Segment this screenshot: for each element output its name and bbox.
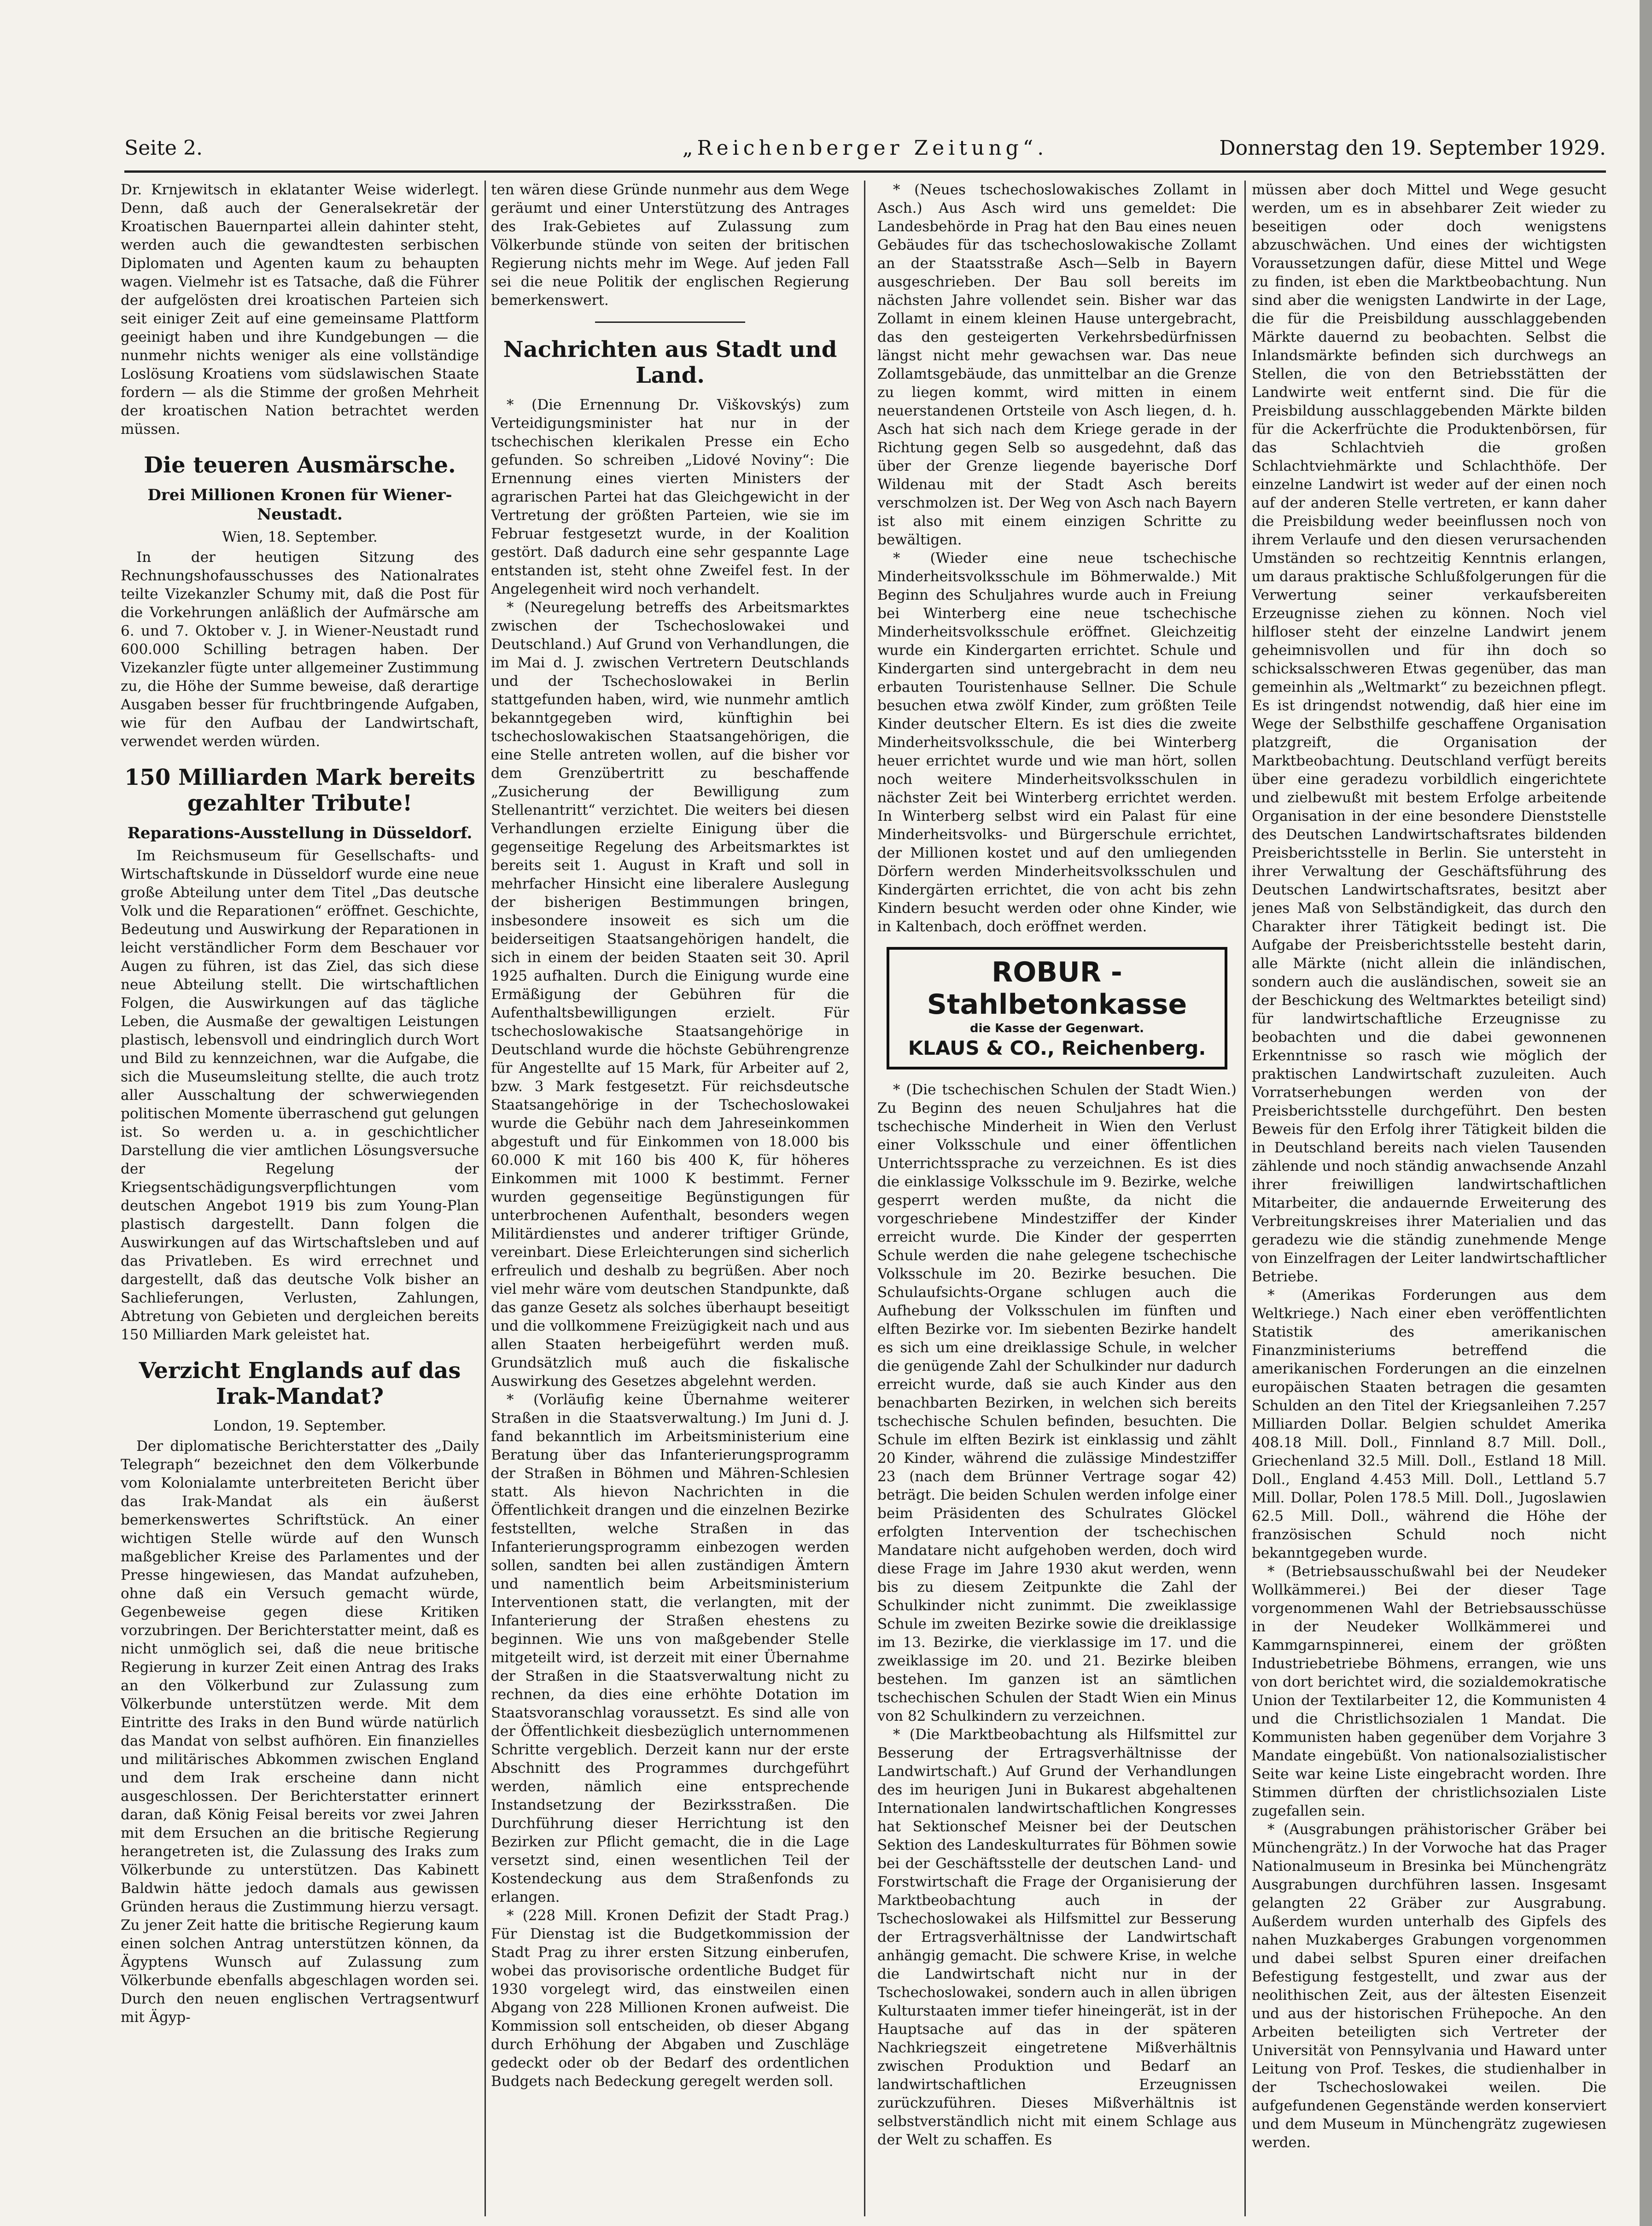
page-header bbox=[124, 134, 1606, 166]
issue-date: Donnerstag den 19. September 1929. bbox=[1219, 136, 1606, 160]
news-item: * (Neues tschechoslowakisches Zollamt in Asch.) Aus Asch wird uns gemeldet: Die Landesbehörde in Prag hat den Bau eines neuen Gebäudes für das tschechoslowakische Zollamt an der Staatsstraße Asch—Selb in Bayern ausgeschrieben. Der Bau soll bereits im nächsten Jahre vollendet sein. Bisher war das Zollamt in einem kleinen Hause untergebracht, das den gesteigerten Verkehrsbedürfnissen längst nicht mehr gewachsen war. Das neue Zollamtsgebäude, das unmittelbar an die Grenze zu liegen kommt, wird mitten in einem neuerstandenen Ortsteile von Asch liegen, d. h. Asch hat sich nach dem Kriege gerade in der Richtung gegen Selb so ausgedehnt, daß das über der Grenze liegende bayerische Dorf Wildenau mit der Stadt Asch bereits verschmolzen ist. Der Weg von Asch nach Bayern ist also mit einem einzigen Schritte zu bewältigen. bbox=[877, 181, 1237, 548]
page-edge bbox=[1640, 0, 1652, 2226]
news-item: * (Vorläufig keine Übernahme weiterer Straßen in die Staatsverwaltung.) Im Juni d. J. fand bekanntlich im Arbeitsministerium eine Beratung über das Infanterierungsprogramm der Straßen in Böhmen und Mähren-Schlesien statt. Als hievon Nachrichten in die Öffentlichkeit drangen und die einzelnen Bezirke feststellten, welche Straßen in das Infanterierungsprogramm einbezogen werden sollen, sandten bei allen zuständigen Ämtern und namentlich beim Arbeitsministerium Interventionen statt, die verlangten, mit der Infanterierung der Straßen ehestens zu beginnen. Wie uns von maßgebender Stelle mitgeteilt wird, ist derzeit mit einer Übernahme der Straßen in die Staatsverwaltung nicht zu rechnen, da dies eine erhöhte Dotation im Staatsvoranschlag voraussetzt. Es sind alle von der Öffentlichkeit diesbezüglich unternommenen Schritte vergeblich. Derzeit kann nur der erste Abschnitt des Programmes durchgeführt werden, nämlich eine entsprechende Instandsetzung der Bezirksstraßen. Die Durchführung dieser Herrichtung ist den Bezirken zur Pflicht gemacht, die in die Lage versetzt sind, einen wesentlichen Teil der Kostendeckung aus dem Straßenfonds zu erlangen. bbox=[491, 1391, 849, 1905]
column-divider bbox=[485, 181, 486, 2216]
news-item: * (Amerikas Forderungen aus dem Weltkriege.) Nach einer eben veröffentlichten Statistik des amerikanischen Finanzministeriums betreffend die amerikanischen Forderungen an die einzelnen europäischen Staaten betragen die gesamten Schulden an den Titel der Kriegsanleihen 7.257 Milliarden Dollar. Belgien schuldet Amerika 408.18 Mill. Doll., Finnland 8.7 Mill. Doll., Griechenland 32.5 Mill. Doll., Estland 18 Mill. Doll., England 4.453 Mill. Doll., Lettland 5.7 Mill. Dollar, Polen 178.5 Mill. Doll., Jugoslawien 62.5 Mill. Doll., während die Höhe der französischen Schuld noch nicht bekanntgegeben wurde. bbox=[1252, 1287, 1606, 1561]
news-item: * (Betriebsausschußwahl bei der Neudeker Wollkämmerei.) Bei der dieser Tage vorgenommenen Wahl der Betriebsausschüsse in der Neudeker Wollkämmerei und Kammgarnspinnerei, einem der größten Industriebetriebe Böhmens, errangen, wie uns von dort berichtet wird, die sozialdemokratische Union der Textilarbeiter 12, die Kommunisten 4 und die Christlichsozialen 1 Mandat. Die Kommunisten haben gegenüber dem Vorjahre 3 Mandate eingebüßt. Von nationalsozialistischer Seite war keine Liste eingebracht worden. Ihre Stimmen dürften der christlichsozialen Liste zugefallen sein. bbox=[1252, 1563, 1606, 1819]
section-rule bbox=[595, 321, 746, 323]
article-body: Der diplomatische Berichterstatter des „Daily Telegraph“ bezeichnet den dem Völkerbunde vom Kolonialamte unterbreiteten Bericht über das Irak-Mandat als ein äußerst bemerkenswertes Schriftstück. An einer wichtigen Stelle würde auf den Wunsch maßgeblicher Kreise des Parlamentes und der Presse hingewiesen, das Mandat aufzuheben, ohne daß ein Versuch gemacht würde, Gegenbeweise gegen diese Kritiken vorzubringen. Der Berichterstatter meint, daß es nicht unmöglich sei, daß die neue britische Regierung in kurzer Zeit einen Antrag des Iraks an den Völkerbund zur Zulassung zum Völkerbunde unterstützen werde. Mit dem Eintritte des Iraks in den Bund würde natürlich das Mandat von selbst aufhören. Ein finanzielles und militärisches Abkommen zwischen England und dem Irak erscheine dann nicht ausgeschlossen. Der Berichterstatter erinnert daran, daß König Feisal bereits vor zwei Jahren mit dem Ersuchen an die britische Regierung herangetreten ist, die Zulassung des Iraks zum Völkerbunde zu unterstützen. Das Kabinett Baldwin hätte jedoch damals aus gewissen Gründen heraus die Zustimmung hierzu versagt. Zu jener Zeit hatte die britische Regierung kaum einen solchen Antrag unterstützen können, da Ägyptens Wunsch auf Zulassung zum Völkerbunde ebenfalls abgeschlagen worden sei. Durch den neuen englischen Vertragsentwurf mit Ägyp- bbox=[121, 1438, 479, 2026]
section-heading: Nachrichten aus Stadt und Land. bbox=[503, 337, 837, 388]
ad-tagline: die Kasse der Gegenwart. bbox=[969, 1022, 1144, 1035]
news-item: * (228 Mill. Kronen Defizit der Stadt Prag.) Für Dienstag ist die Budgetkommission der Stadt Prag zu ihrer ersten Sitzung einberufen, wobei das provisorische ordentliche Budget für 1930 vorgelegt wird, das einstweilen einen Abgang von 228 Millionen Kronen aufweist. Die Kommission soll entscheiden, ob dieser Abgang durch Erhöhung der Abgaben und Zuschläge gedeckt oder ob der Bedarf des ordentlichen Budgets nach Bedeckung geregelt werden soll. bbox=[491, 1907, 849, 2090]
article-continuation: müssen aber doch Mittel und Wege gesucht werden, um es in absehbarer Zeit wieder zu beseitigen oder doch wenigstens abzuschwächen. Und eines der wichtigsten Voraussetzungen dafür, diese Mittel und Wege zu finden, ist eben die Marktbeobachtung. Nun sind aber die wenigsten Landwirte in der Lage, die für die Preisbildung ausschlaggebenden Märkte dauernd zu beobachten. Selbst die Inlandsmärkte befinden sich durchwegs an Stellen, die von den Betriebsstätten der Landwirte weit entfernt sind. Die für die Preisbildung ausschlaggebenden Märkte bilden für die Ackerfrüchte die Produktenbörsen, für das Schlachtvieh die großen Schlachtviehmärkte und Schlachthöfe. Der einzelne Landwirt ist weder auf der einen noch auf der anderen Stelle vertreten, er kann daher die Preisbildung weder beeinflussen noch von ihrem Verlaufe und den diesen verursachenden Umständen so rechtzeitig Kenntnis erlangen, um daraus praktische Schlußfolgerungen für die Verwertung seiner verkaufsbereiten Erzeugnisse ziehen zu können. Noch viel hilfloser steht der einzelne Landwirt jenem geheimnisvollen und für ihn doch so schicksalsschweren Etwas gegenüber, das man gemeinhin als „Weltmarkt“ zu bezeichnen pflegt. Es ist dringendst notwendig, daß hier eine im Wege der Selbsthilfe geschaffene Organisation platzgreift, die Organisation der Marktbeobachtung. Deutschland verfügt bereits über eine geradezu vorbildlich eingerichtete und zielbewußt mit bestem Erfolge arbeitende Organisation in der eine besondere Dienststelle des Deutschen Landwirtschaftsrates bildenden Preisberichtsstelle in Berlin. Sie untersteht in ihrer Verwaltung der Geschäftsführung des Deutschen Landwirtschaftsrates, besitzt aber jenes Maß von Selbständigkeit, das durch den Charakter ihrer Tätigkeit bedingt ist. Die Aufgabe der Preisberichtsstelle besteht darin, alle Märkte (nicht allein die inländischen, sondern auch die ausländischen, soweit sie an der Beschickung des Weltmarktes beteiligt sind) für landwirtschaftliche Erzeugnisse zu beobachten und die dabei gewonnenen Erkenntnisse so rasch wie möglich der praktischen Landwirtschaft zuzuleiten. Auch Vorratserhebungen werden von der Preisberichtsstelle durchgeführt. Den besten Beweis für den Erfolg ihrer Tätigkeit bilden die in Deutschland bereits nach vielen Tausenden zählende und noch ständig anwachsende Anzahl ihrer freiwilligen landwirtschaftlichen Mitarbeiter, die andauernde Erweiterung des Verbreitungskreises ihrer Materialien und das geradezu wie die ständig zunehmende Menge von Einzelfragen der Leiter landwirtschaftlicher Betriebe. bbox=[1252, 181, 1606, 1285]
column-3 bbox=[877, 181, 1237, 2216]
headline-ausmaersche: Die teueren Ausmärsche. bbox=[144, 452, 456, 478]
column-divider bbox=[864, 181, 865, 2216]
advertisement-robur bbox=[887, 947, 1227, 1069]
ad-brand: ROBUR - Stahlbetonkasse bbox=[927, 956, 1187, 1021]
subheadline: Reparations-Ausstellung in Düsseldorf. bbox=[127, 824, 473, 842]
headline-irak-mandat: Verzicht Englands auf das Irak-Mandat? bbox=[139, 1358, 461, 1409]
column-divider bbox=[1244, 181, 1246, 2216]
news-item: * (Neuregelung betreffs des Arbeitsmarktes zwischen der Tschechoslowakei und Deutschland.) Auf Grund von Verhandlungen, die im Mai d. J. zwischen Vertretern Deutschlands und der Tschechoslowakei in Berlin stattgefunden haben, wird, wie nunmehr amtlich bekanntgegeben wird, künftighin bei tschechoslowakischen Staatsangehörigen, die eine Stelle antreten wollen, auf die bisher vor dem Grenzübertritt zu beschaffende „Zusicherung der Bewilligung zum Stellenantritt“ verzichtet. Die weiters bei diesen Verhandlungen erzielte Einigung über die gegenseitige Regelung des Arbeitsmarktes ist bereits seit 1. August in Kraft und soll in mehrfacher Hinsicht eine liberalere Auslegung der bisherigen Bestimmungen bringen, insbesondere insoweit es sich um die beiderseitigen Staatsangehörigen handelt, die sich in einem der beiden Staaten seit 30. April 1925 aufhalten. Durch die Einigung wurde eine Ermäßigung der Gebühren für die Aufenthaltsbewilligungen erzielt. Für tschechoslowakische Staatsangehörige in Deutschland wurde die höchste Gebührengrenze für Angestellte auf 15 Mark, für Arbeiter auf 2, bzw. 3 Mark festgesetzt. Für reichsdeutsche Staatsangehörige in der Tschechoslowakei wurde die Gebühr nach dem Jahreseinkommen abgestuft und für Einkommen von 18.000 bis 60.000 K mit 160 bis 400 K, für höheres Einkommen mit 1000 K bestimmt. Ferner wurden gegenseitige Begünstigungen für unterbrochenen Aufenthalt, besonders wegen Militärdienstes und anderer triftiger Gründe, vereinbart. Diese Erleichterungen sind sicherlich erfreulich und deshalb zu begrüßen. Aber noch viel mehr wäre vom deutschen Standpunkte, daß das ganze Gesetz als solches überhaupt beseitigt und die vollkommene Freizügigkeit nach und aus allen Staaten herbeigeführt werden muß. Grundsätzlich muß auch die fiskalische Auswirkung des Gesetzes abgelehnt werden. bbox=[491, 599, 849, 1390]
news-item: * (Die tschechischen Schulen der Stadt Wien.) Zu Beginn des neuen Schuljahres hat die tschechische Minderheit in Wien den Verlust einer Volksschule und einer öffentlichen Unterrichtssprache zu verzeichnen. Es ist dies die einklassige Volksschule im 9. Bezirke, welche gesperrt werden mußte, da nicht die vorgeschriebene Mindestziffer der Kinder erreicht wurde. Die Kinder der gesperrten Schule werden die nahe gelegene tschechische Volksschule im 20. Bezirke besuchen. Die Schulaufsichts-Organe schlugen auch die Aufhebung der Volksschulen im fünften und elften Bezirke vor. Im siebenten Bezirke handelt es sich um eine dreiklassige Schule, in welcher die genügende Zahl der Schulkinder nur dadurch erreicht wurde, daß sie auch Kinder aus den benachbarten Bezirken, in welchen sich bereits tschechische Schulen befinden, besuchten. Die Schule im elften Bezirk ist einklassig und zählt 20 Kinder, während die zulässige Mindestziffer 23 (nach dem Brünner Vertrage sogar 42) beträgt. Die beiden Schulen werden infolge einer beim Präsidenten des Schulrates Glöckel erfolgten Intervention der tschechischen Mandatare nicht aufgehoben werden, doch wird diese Frage im Jahre 1930 akut werden, wenn bis zu diesem Zeitpunkte die Zahl der Schulkinder nicht zunimmt. Die zweiklassige Schule im zweiten Bezirke sowie die dreiklassige im 13. Bezirke, die vierklassige im 17. und die zweiklassige im 20. und 21. Bezirke bleiben bestehen. Im ganzen ist an sämtlichen tschechischen Schulen der Stadt Wien ein Minus von 82 Schulkindern zu verzeichnen. bbox=[877, 1081, 1237, 1724]
column-2 bbox=[491, 181, 849, 2216]
news-item: * (Wieder eine neue tschechische Minderheitsvolksschule im Böhmerwalde.) Mit Beginn des Schuljahres wurde auch in Freiung bei Winterberg eine neue tschechische Minderheitsvolksschule eröffnet. Gleichzeitig wurde ein Kindergarten errichtet. Schule und Kindergarten sind untergebracht in dem neu erbauten Touristenhause Sellner. Die Schule besuchen etwa zwölf Kinder, zum größten Teile Kinder deutscher Eltern. Es ist dies die zweite Minderheitsvolksschule, die bei Winterberg heuer errichtet wurde und wie man hört, sollen noch weitere Minderheitsvolksschulen in nächster Zeit bei Winterberg errichtet werden. In Winterberg selbst wird ein Palast für eine Minderheitsvolks- und Bürgerschule errichtet, der Millionen kostet und auf den umliegenden Dörfern werden Minderheitsvolksschulen und Kindergärten errichtet, die von acht bis zehn Kindern besucht werden oder ohne Kinder, wie in Kaltenbach, doch eröffnet werden. bbox=[877, 550, 1237, 935]
subheadline: Drei Millionen Kronen für Wiener-Neustadt. bbox=[147, 486, 452, 524]
article-continuation: Dr. Krnjewitsch in eklatanter Weise widerlegt. Denn, daß auch der Generalsekretär der Kroatischen Bauernpartei allein dahinter steht, werden auch die gewandtesten serbischen Diplomaten und Agenten kaum zu behaupten wagen. Vielmehr ist es Tatsache, daß die Führer der aufgelösten drei kroatischen Parteien sich seit einiger Zeit auf eine gemeinsame Plattform geeinigt haben und ihre Kundgebungen — die nunmehr nichts weniger als eine vollständige Loslösung Kroatiens vom südslawischen Staate fordern — als die Stimme der großen Mehrheit der kroatischen Nation betrachtet werden müssen. bbox=[121, 181, 479, 438]
dateline: Wien, 18. September. bbox=[222, 529, 378, 545]
newspaper-title: „Reichenberger Zeitung“. bbox=[682, 136, 1048, 160]
ad-firm: KLAUS & CO., Reichenberg. bbox=[908, 1037, 1206, 1059]
header-rule bbox=[124, 170, 1606, 173]
article-continuation: ten wären diese Gründe nunmehr aus dem Wege geräumt und einer Unterstützung des Antrages des Irak-Gebietes auf Zulassung zum Völkerbunde stünde von seiten der britischen Regierung nichts mehr im Wege. Auf jeden Fall sei die neue Politik der englischen Regierung bemerkenswert. bbox=[491, 181, 849, 309]
news-item: * (Die Marktbeobachtung als Hilfsmittel zur Besserung der Ertragsverhältnisse der Landwirtschaft.) Auf Grund der Verhandlungen des im heurigen Juni in Bukarest abgehaltenen Internationalen landwirtschaftlichen Kongresses hat Sektionschef Meisner bei der Deutschen Sektion des Landeskulturrates für Böhmen sowie bei der Geschäftsstelle der deutschen Land- und Forstwirtschaft die Frage der Organisierung der Marktbeobachtung auch in der Tschechoslowakei als Hilfsmittel zur Besserung der Ertragsverhältnisse der Landwirtschaft anhängig gemacht. Die schwere Krise, in welche die Landwirtschaft nicht nur in der Tschechoslowakei, sondern auch in allen übrigen Kulturstaaten immer tiefer hineingerät, ist in der Hauptsache auf das in der späteren Nachkriegszeit eingetretene Mißverhältnis zwischen Produktion und Bedarf an landwirtschaftlichen Erzeugnissen zurückzuführen. Dieses Mißverhältnis ist selbstverständlich nicht mit einem Schlage aus der Welt zu schaffen. Es bbox=[877, 1726, 1237, 2148]
column-4 bbox=[1252, 181, 1606, 2216]
column-1 bbox=[121, 181, 479, 2216]
dateline: London, 19. September. bbox=[213, 1418, 386, 1434]
article-body: Im Reichsmuseum für Gesellschafts- und Wirtschaftskunde in Düsseldorf wurde eine neue große Abteilung unter dem Titel „Das deutsche Volk und die Reparationen“ eröffnet. Geschichte, Bedeutung und Auswirkung der Reparationen in leicht verständlicher Form dem Beschauer vor Augen zu führen, ist das Ziel, das sich diese neue Abteilung stellt. Die wirtschaftlichen Folgen, die Auswirkungen auf das tägliche Leben, die Ausmaße der gewaltigen Leistungen plastisch, lebensvoll und eindringlich durch Wort und Bild zu kennzeichnen, war die Aufgabe, die sich die Museumsleitung stellte, die auch trotz aller Ausschaltung der schwerwiegenden politischen Momente überraschend gut gelungen ist. So werden u. a. in geschichtlicher Darstellung die vier amtlichen Lösungsversuche der Regelung der Kriegsentschädigungsverpflichtungen vom deutschen Angebot 1919 bis zum Young-Plan plastisch dargestellt. Dann folgen die Auswirkungen auf das Wirtschaftsleben und auf das Privatleben. Es wird errechnet und dargestellt, daß das deutsche Volk bisher an Sachlieferungen, Verlusten, Zahlungen, Abtretung von Gebieten und dergleichen bereits 150 Milliarden Mark geleistet hat. bbox=[121, 847, 479, 1343]
news-item: * (Die Ernennung Dr. Viškovskýs) zum Verteidigungsminister hat nur in der tschechischen klerikalen Presse ein Echo gefunden. So schreiben „Lidové Noviny“: Die Ernennung eines vierten Ministers der agrarischen Partei hat das Gleichgewicht in der Vertretung der größten Parteien, wie sie im Februar festgesetzt wurde, in der Koalition gestört. Daß dadurch eine sehr gespannte Lage entstanden ist, steht ohne Zweifel fest. In der Angelegenheit wird noch verhandelt. bbox=[491, 397, 849, 597]
news-item: * (Ausgrabungen prähistorischer Gräber bei Münchengrätz.) In der Vorwoche hat das Prager Nationalmuseum in Bresinka bei Münchengrätz Ausgrabungen durchführen lassen. Insgesamt gelangten 22 Gräber zur Ausgrabung. Außerdem wurden unterhalb des Gipfels des nahen Muzkaberges Grabungen vorgenommen und dabei selbst Spuren einer dreifachen Befestigung festgestellt, und zwar aus der neolithischen Zeit, aus der ältesten Eisenzeit und aus der historischen Frühepoche. An den Arbeiten beteiligten sich Vertreter der Universität von Pennsylvania und Haward unter Leitung von Prof. Teskes, die studienhalber in der Tschechoslowakei weilen. Die aufgefundenen Gegenstände werden konserviert und dem Museum in Münchengrätz zugewiesen werden. bbox=[1252, 1821, 1606, 2151]
page-number: Seite 2. bbox=[124, 136, 203, 160]
article-body: In der heutigen Sitzung des Rechnungshofausschusses des Nationalrates teilte Vizekanzler Schumy mit, daß die Post für die Vorkehrungen anläßlich der Aufmärsche am 6. und 7. Oktober v. J. in Wiener-Neustadt rund 600.000 Schilling betragen haben. Der Vizekanzler fügte unter allgemeiner Zustimmung zu, die Höhe der Summe beweise, daß derartige Ausgaben besser für fruchtbringende Aufgaben, wie für den Aufbau der Landwirtschaft, verwendet werden würden. bbox=[121, 549, 479, 750]
headline-tribute: 150 Milliarden Mark bereits gezahlter Tribute! bbox=[124, 765, 475, 816]
